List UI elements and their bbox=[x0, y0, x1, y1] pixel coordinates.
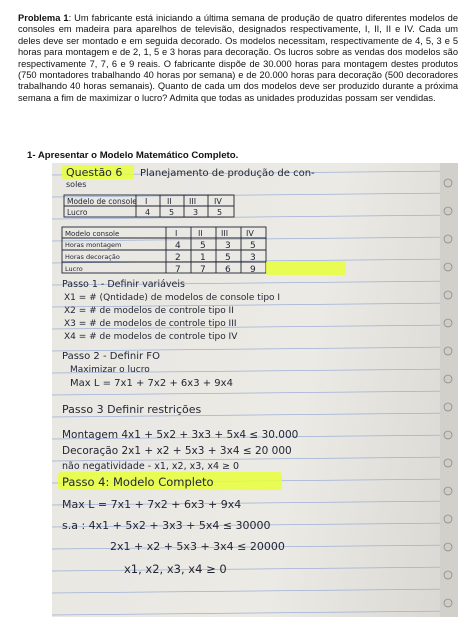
passo1-line: X2 = # de modelos de controle tipo II bbox=[64, 306, 234, 316]
problem-label: Problema 1 bbox=[18, 13, 69, 23]
passo4-constraint1: s.a : 4x1 + 5x2 + 3x3 + 5x4 ≤ 30000 bbox=[62, 519, 271, 532]
passo3-constraint-assembly: Montagem 4x1 + 5x2 + 3x3 + 5x4 ≤ 30.000 bbox=[62, 429, 299, 441]
t2-cell: 2 bbox=[175, 253, 181, 263]
t1-header-model: Modelo de console bbox=[67, 197, 137, 206]
passo3-constraint-decoration: Decoração 2x1 + x2 + 5x3 + 3x4 ≤ 20 000 bbox=[62, 445, 292, 457]
title-highlighted: Questão 6 bbox=[66, 166, 123, 179]
margin-highlight bbox=[266, 261, 346, 275]
t2-header-ii: II bbox=[198, 229, 203, 238]
t1-cell: 5 bbox=[169, 208, 175, 217]
title-text: Planejamento de produção de con- bbox=[140, 168, 315, 179]
t2-cell: 7 bbox=[175, 265, 181, 275]
t2-cell: 3 bbox=[225, 241, 231, 251]
passo4-nonnegativity: x1, x2, x3, x4 ≥ 0 bbox=[124, 562, 227, 576]
t2-cell: 4 bbox=[175, 241, 181, 251]
t1-cell: 4 bbox=[145, 208, 151, 217]
t1-row-label: Lucro bbox=[67, 208, 88, 217]
t1-cell: 3 bbox=[193, 208, 199, 217]
t2-cell: 7 bbox=[200, 265, 206, 275]
t2-cell: 6 bbox=[225, 265, 231, 275]
passo3-nonnegativity: não negatividade - x1, x2, x3, x4 ≥ 0 bbox=[62, 461, 240, 472]
t2-row-label: Horas decoração bbox=[65, 253, 120, 261]
t2-cell: 3 bbox=[250, 253, 256, 263]
question-heading bbox=[27, 150, 238, 161]
t2-row-label: Horas montagem bbox=[65, 241, 122, 249]
spiral-binding bbox=[440, 163, 458, 617]
passo2-title: Passo 2 - Definir FO bbox=[62, 351, 160, 362]
t2-cell: 9 bbox=[250, 265, 256, 275]
t2-cell: 5 bbox=[250, 241, 256, 251]
passo1-line: X1 = # (Qntidade) de modelos de console tipo I bbox=[64, 293, 281, 303]
title-line2: soles bbox=[66, 180, 87, 189]
notebook-photo bbox=[52, 163, 458, 617]
passo2-line2: Max L = 7x1 + 7x2 + 6x3 + 9x4 bbox=[70, 378, 233, 389]
t1-header-iv: IV bbox=[214, 197, 222, 206]
passo1-line: X4 = # de modelos de controle tipo IV bbox=[64, 332, 238, 342]
t2-header-iv: IV bbox=[246, 229, 254, 238]
t1-header-ii: II bbox=[167, 197, 172, 206]
passo4-constraint2: 2x1 + x2 + 5x3 + 3x4 ≤ 20000 bbox=[110, 540, 285, 553]
t1-header-i: I bbox=[145, 197, 148, 206]
t2-row-label: Lucro bbox=[65, 265, 83, 273]
notebook-drawing bbox=[52, 163, 458, 617]
t2-cell: 5 bbox=[225, 253, 231, 263]
t1-header-iii: III bbox=[189, 197, 197, 206]
t2-cell: 1 bbox=[200, 253, 206, 263]
question-text: Apresentar o Modelo Matemático Completo. bbox=[37, 150, 239, 161]
passo1-title: Passo 1 - Definir variáveis bbox=[62, 279, 185, 290]
passo3-title: Passo 3 Definir restrições bbox=[62, 403, 202, 416]
t2-header-iii: III bbox=[221, 229, 229, 238]
passo1-line: X3 = # de modelos de controle tipo III bbox=[64, 319, 237, 329]
question-number: 1- bbox=[27, 150, 36, 161]
t1-cell: 5 bbox=[217, 208, 223, 217]
problem-statement bbox=[18, 13, 458, 104]
passo2-line1: Maximizar o lucro bbox=[70, 365, 150, 375]
t2-header-i: I bbox=[175, 229, 178, 238]
problem-text: : Um fabricante está iniciando a última semana de produção de quatro diferentes modelos de consoles em madeira para aparelhos de televisão, designados respectivamente, I, II, II e IV. Cada um deles deve ser montado e em seguida decorado. Os modelos necessitam, respectivamente de 4, 5, 3 e 5 horas para montagem e de 2, 1, 5 e 3 horas para decoração. Os lucros sobre as vendas dos modelos são respectivamente 7, 7, 6 e 9 reais. O fabricante dispõe de 30.000 horas para montagem destes produtos (750 montadores trabalhando 40 horas por semana) e de 20.000 horas para decoração (500 decoradores trabalhando 40 horas semanais). Quanto de cada um dos modelos deve ser produzido durante a próxima semana a fim de maximizar o lucro? Admita que todas as unidades produzidas possam ser vendidas. bbox=[18, 13, 459, 103]
passo4-title: Passo 4: Modelo Completo bbox=[62, 475, 214, 489]
t2-cell: 5 bbox=[200, 241, 206, 251]
t2-header-model: Modelo console bbox=[65, 230, 120, 238]
passo4-objective: Max L = 7x1 + 7x2 + 6x3 + 9x4 bbox=[62, 498, 242, 511]
